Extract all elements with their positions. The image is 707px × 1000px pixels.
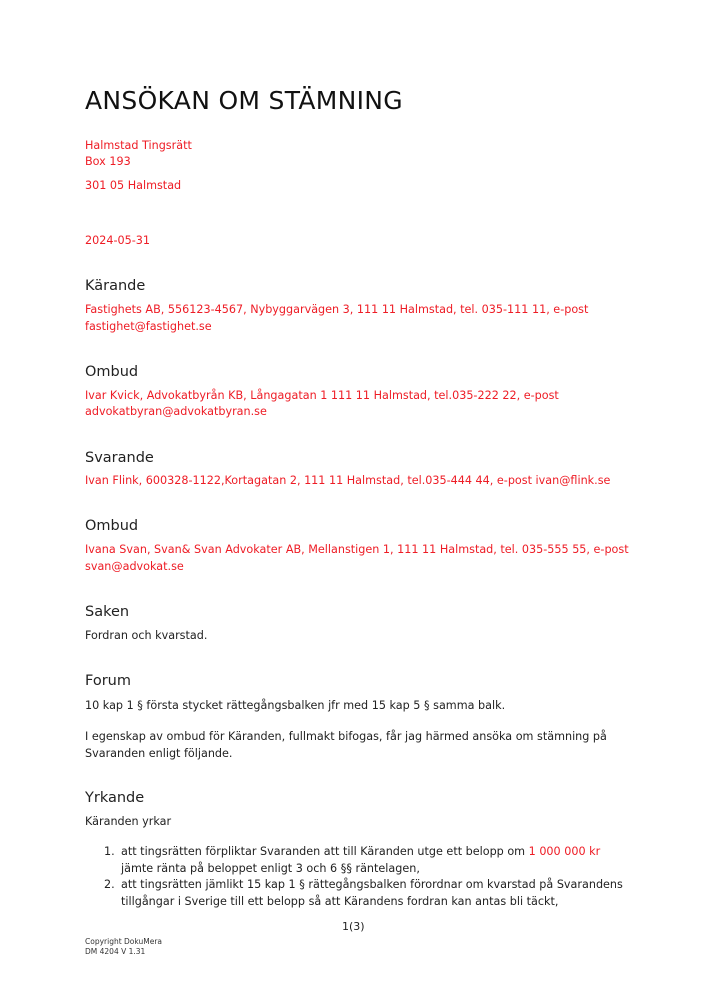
karande-line-1: Fastighets AB, 556123-4567, Nybyggarvägen 3, 111 11 Halmstad, tel. 035-111 11, e-post (85, 303, 589, 316)
document-date: 2024-05-31 (85, 234, 151, 247)
heading-forum: Forum (85, 673, 131, 689)
heading-svarande: Svarande (85, 450, 154, 466)
claim-item-2 (104, 877, 644, 910)
heading-ombud-1: Ombud (85, 364, 139, 380)
heading-karande: Kärande (85, 278, 146, 294)
claim-1-text: att tingsrätten förpliktar Svaranden att till Käranden utge ett belopp om (121, 845, 529, 858)
forum-text: 10 kap 1 § första stycket rättegångsbalken jfr med 15 kap 5 § samma balk. (85, 699, 506, 712)
claim-2-line-2: tillgångar i Sverige till ett belopp så att Kärandens fordran kan antas bli täckt, (121, 894, 559, 908)
ombud-1-line-2: advokatbyran@advokatbyran.se (85, 405, 267, 418)
footer-copyright: Copyright DokuMera (85, 937, 163, 946)
claim-1-line-2: jämte ränta på beloppet enligt 3 och 6 §§ räntelagen, (121, 861, 420, 875)
heading-ombud-2: Ombud (85, 518, 139, 534)
page-number: 1(3) (342, 920, 365, 933)
claim-2-line-1: att tingsrätten jämlikt 15 kap 1 § rättegångsbalken förordnar om kvarstad på Svarandens (121, 878, 623, 891)
saken-text: Fordran och kvarstad. (85, 629, 208, 642)
ombud-1-line-1: Ivar Kvick, Advokatbyrån KB, Långagatan 1 111 11 Halmstad, tel.035-222 22, e-post (85, 389, 559, 402)
intro-paragraph-line-1: I egenskap av ombud för Käranden, fullmakt bifogas, får jag härmed ansöka om stämning på (85, 730, 607, 743)
yrkande-intro: Käranden yrkar (85, 815, 172, 828)
footer-version: DM 4204 V 1.31 (85, 947, 146, 956)
court-name: Halmstad Tingsrätt (85, 139, 192, 152)
intro-paragraph-line-2: Svaranden enligt följande. (85, 747, 233, 760)
court-box: Box 193 (85, 155, 131, 168)
claims-list (104, 844, 644, 910)
document-title: ANSÖKAN OM STÄMNING (85, 86, 403, 115)
svarande-line-1: Ivan Flink, 600328-1122,Kortagatan 2, 111 11 Halmstad, tel.035-444 44, e-post ivan@flink.se (85, 474, 611, 487)
court-postal: 301 05 Halmstad (85, 179, 182, 192)
claim-number: 1. (104, 845, 115, 858)
claim-1-amount: 1 000 000 kr (528, 845, 601, 858)
heading-saken: Saken (85, 604, 130, 620)
claim-number: 2. (104, 878, 115, 891)
heading-yrkande: Yrkande (85, 790, 145, 806)
claim-item-1 (104, 844, 644, 877)
ombud-2-line-2: svan@advokat.se (85, 560, 184, 573)
ombud-2-line-1: Ivana Svan, Svan& Svan Advokater AB, Mellanstigen 1, 111 11 Halmstad, tel. 035-555 55, e-post (85, 543, 629, 556)
karande-line-2: fastighet@fastighet.se (85, 320, 212, 333)
